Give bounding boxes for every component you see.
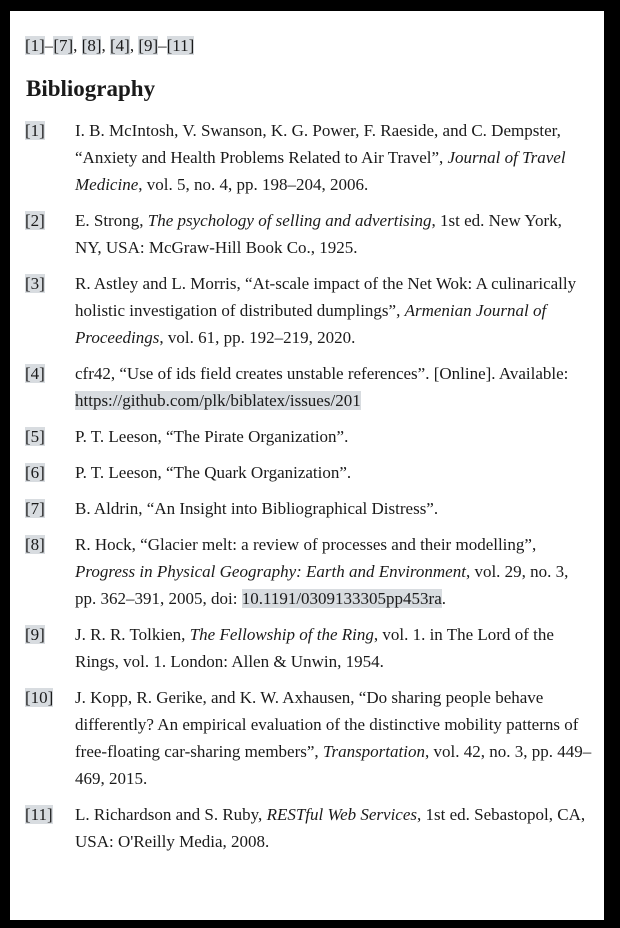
entry-text	[75, 117, 592, 198]
entry-text-segment: R. Hock, “Glacier melt: a review of processes and their modelling”,	[75, 535, 537, 554]
entry-text	[75, 360, 592, 414]
entry-text	[75, 531, 592, 612]
entry-text-segment: E. Strong,	[75, 211, 148, 230]
citation-link[interactable]: [7]	[53, 36, 74, 55]
bibliography-entry	[25, 531, 592, 612]
italic-title: The Fellowship of the Ring	[189, 625, 374, 644]
entry-number-cell	[25, 801, 75, 855]
citation-separator: ,	[101, 36, 110, 55]
entry-text	[75, 423, 592, 450]
bibliography-heading: Bibliography	[26, 76, 156, 101]
entry-text-segment: , vol. 5, no. 4, pp. 198–204, 2006.	[138, 175, 369, 194]
external-link[interactable]: 10.1191/0309133305pp453ra	[241, 589, 442, 608]
entry-number-link[interactable]: [2]	[25, 211, 45, 230]
citation-separator: –	[158, 36, 167, 55]
entry-text-segment: L. Richardson and S. Ruby,	[75, 805, 267, 824]
entry-text	[75, 801, 592, 855]
external-link[interactable]: https://github.com/plk/biblatex/issues/201	[75, 391, 361, 410]
entry-text	[75, 621, 592, 675]
entry-text-segment: , 1st ed. New York, NY, USA: McGraw-Hill Book Co., 1925.	[75, 211, 562, 257]
entry-number-cell	[25, 270, 75, 351]
entry-text-segment: J. Kopp, R. Gerike, and K. W. Axhausen, “Do sharing people behave differently? An empirical evaluation of the distinctive mobility patterns of free-floating car-sharing members”,	[75, 688, 579, 761]
entry-number-cell	[25, 360, 75, 414]
entry-number-link[interactable]: [5]	[25, 427, 45, 446]
entry-text	[75, 207, 592, 261]
bibliography-entry	[25, 360, 592, 414]
citation-separator: ,	[129, 36, 139, 55]
bibliography-entry	[25, 117, 592, 198]
citation-link[interactable]: [8]	[81, 36, 102, 55]
entry-text-segment: cfr42, “Use of ids field creates unstable references”. [Online]. Available:	[75, 364, 569, 383]
citation-separator: ,	[73, 36, 82, 55]
citation-separator: –	[44, 36, 54, 55]
entry-text-segment: , 1st ed. Sebastopol, CA, USA: O'Reilly Media, 2008.	[75, 805, 586, 851]
entry-number-link[interactable]: [7]	[25, 499, 45, 518]
entry-text	[75, 270, 592, 351]
bibliography-entry	[25, 801, 592, 855]
entry-text-segment: P. T. Leeson, “The Quark Organization”.	[75, 463, 352, 482]
entry-text-segment: , vol. 42, no. 3, pp. 449–469, 2015.	[75, 742, 592, 788]
italic-title: Transportation	[322, 742, 425, 761]
entry-number-cell	[25, 117, 75, 198]
bibliography-entry	[25, 684, 592, 792]
entry-number-link[interactable]: [9]	[25, 625, 45, 644]
citation-line	[25, 32, 592, 59]
entry-text-segment: .	[441, 589, 447, 608]
entry-text-segment: J. R. R. Tolkien,	[75, 625, 190, 644]
entry-text-segment: , vol. 61, pp. 192–219, 2020.	[159, 328, 356, 347]
bibliography-entry	[25, 495, 592, 522]
entry-number-cell	[25, 423, 75, 450]
entry-text	[75, 459, 592, 486]
entry-number-cell	[25, 531, 75, 612]
citation-link[interactable]: [4]	[109, 36, 130, 55]
entry-number-link[interactable]: [8]	[25, 535, 45, 554]
entry-number-cell	[25, 684, 75, 792]
citation-link[interactable]: [9]	[138, 36, 159, 55]
bibliography-entry	[25, 207, 592, 261]
entry-text-segment: P. T. Leeson, “The Pirate Organization”.	[75, 427, 349, 446]
entry-number-cell	[25, 207, 75, 261]
entry-number-cell	[25, 621, 75, 675]
italic-title: The psychology of selling and advertising	[147, 211, 432, 230]
entry-number-link[interactable]: [3]	[25, 274, 45, 293]
entry-text-segment: , vol. 1. in The Lord of the Rings, vol. 1. London: Allen & Unwin, 1954.	[75, 625, 554, 671]
bibliography-entry	[25, 423, 592, 450]
italic-title: RESTful Web Services	[266, 805, 418, 824]
italic-title: Progress in Physical Geography: Earth and Environment	[75, 562, 466, 581]
bibliography-list	[25, 117, 592, 855]
entry-text-segment: , vol. 29, no. 3, pp. 362–391, 2005, doi:	[75, 562, 569, 608]
citation-link[interactable]: [11]	[166, 36, 195, 55]
entry-number-link[interactable]: [11]	[25, 805, 53, 824]
entry-number-cell	[25, 459, 75, 486]
entry-number-link[interactable]: [6]	[25, 463, 45, 482]
entry-text-segment: R. Astley and L. Morris, “At-scale impact of the Net Wok: A culinarically holistic investigation of distributed dumplings”,	[75, 274, 577, 320]
entry-number-cell	[25, 495, 75, 522]
entry-number-link[interactable]: [1]	[25, 121, 45, 140]
italic-title: Armenian Journal of Proceedings	[75, 301, 547, 347]
document-page	[10, 11, 604, 920]
entry-text	[75, 684, 592, 792]
bibliography-entry	[25, 621, 592, 675]
bibliography-entry	[25, 270, 592, 351]
entry-number-link[interactable]: [10]	[25, 688, 54, 707]
italic-title: Journal of Travel Medicine	[75, 148, 566, 194]
entry-number-link[interactable]: [4]	[25, 364, 45, 383]
entry-text	[75, 495, 592, 522]
entry-text-segment: I. B. McIntosh, V. Swanson, K. G. Power, F. Raeside, and C. Dempster, “Anxiety and Health Problems Related to Air Travel”,	[75, 121, 561, 167]
citation-link[interactable]: [1]	[25, 36, 45, 55]
bibliography-entry	[25, 459, 592, 486]
entry-text-segment: B. Aldrin, “An Insight into Bibliographical Distress”.	[75, 499, 439, 518]
